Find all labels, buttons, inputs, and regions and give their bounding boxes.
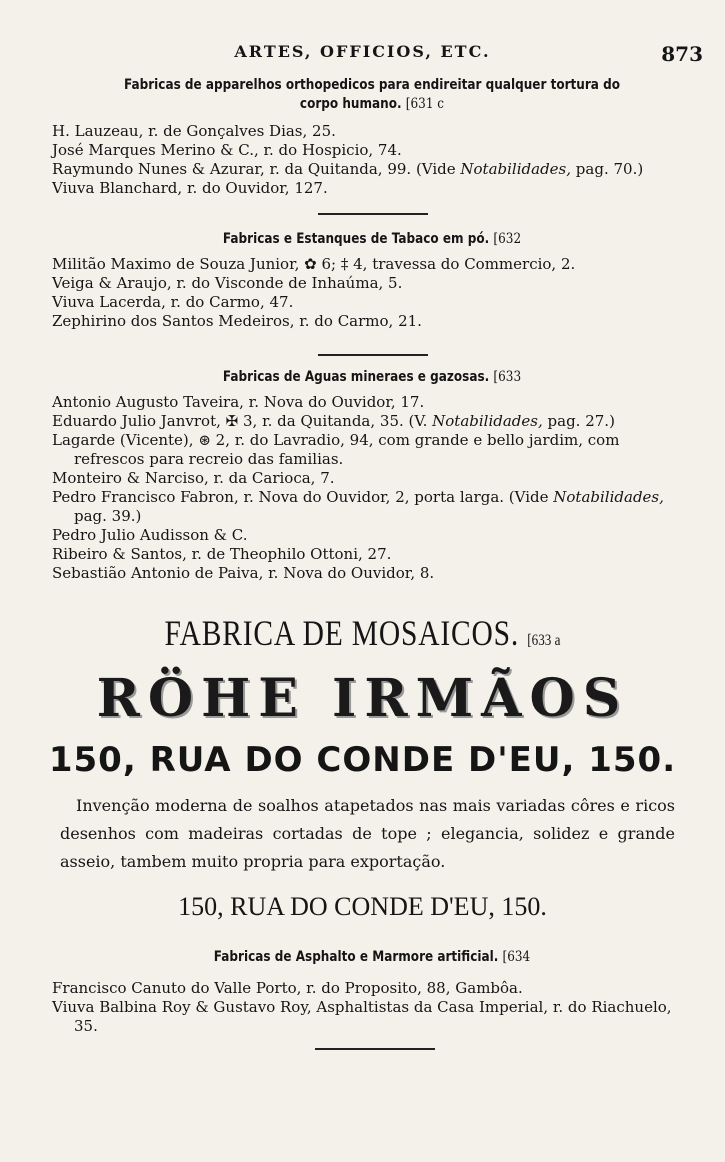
list-item: H. Lauzeau, r. de Gonçalves Dias, 25. xyxy=(52,122,336,140)
section-tobacco xyxy=(52,230,692,331)
section-ref: [632 xyxy=(493,231,522,247)
list-item: Veiga & Araujo, r. do Visconde de Inhaúma, 5. xyxy=(52,274,403,292)
section-ref: [633 xyxy=(493,369,522,385)
section-orthopedic xyxy=(52,76,692,198)
section-ref: [634 xyxy=(502,949,531,965)
list-item: Viuva Balbina Roy & Gustavo Roy, Asphaltistas da Casa Imperial, r. do Riachuelo, 35. xyxy=(52,998,672,1035)
list-item: Raymundo Nunes & Azurar, r. da Quitanda, 99. (Vide Notabilidades, pag. 70.) xyxy=(52,160,644,178)
advert-address: 150, RUA DO CONDE D'EU, 150. xyxy=(48,740,677,780)
list-item: Viuva Lacerda, r. do Carmo, 47. xyxy=(52,293,294,311)
section-asphalt xyxy=(52,948,692,1036)
list-item: Lagarde (Vicente), ⊛ 2, r. do Lavradio, 94, com grande e bello jardim, com refrescos para recreio das familias. xyxy=(52,431,620,468)
running-title: ARTES, OFFICIOS, ETC. xyxy=(234,42,491,61)
section-heading: Fabricas e Estanques de Tabaco em pó. [632 xyxy=(222,231,522,247)
list-item: Ribeiro & Santos, r. de Theophilo Ottoni, 27. xyxy=(52,545,392,563)
list-item: Zephirino dos Santos Medeiros, r. do Carmo, 21. xyxy=(52,312,422,330)
list-item: Militão Maximo de Souza Junior, ✿ 6; ‡ 4, travessa do Commercio, 2. xyxy=(52,255,576,273)
running-header xyxy=(0,42,725,68)
list-item: Viuva Blanchard, r. do Ouvidor, 127. xyxy=(52,179,328,197)
list-item: Francisco Canuto do Valle Porto, r. do Proposito, 88, Gambôa. xyxy=(52,979,523,997)
advert-ref: [633 a xyxy=(527,632,561,649)
list-item: Pedro Julio Audisson & C. xyxy=(52,526,248,544)
section-heading: Fabricas de Aguas mineraes e gazosas. [633 xyxy=(222,369,522,385)
section-ref: [631 c xyxy=(405,96,445,112)
advert-title: FABRICA DE MOSAICOS. [633 a xyxy=(164,613,561,653)
section-mineral-waters xyxy=(52,368,692,583)
divider xyxy=(315,1048,435,1050)
section-heading: Fabricas de apparelhos orthopedicos para endireitar qualquer tortura do corpo humano. [631 c xyxy=(123,77,621,112)
section-heading: Fabricas de Asphalto e Marmore artificial. [634 xyxy=(213,949,531,965)
list-item: Pedro Francisco Fabron, r. Nova do Ouvidor, 2, porta larga. (Vide Notabilidades, pag. 39.) xyxy=(52,488,664,525)
list-item: Antonio Augusto Taveira, r. Nova do Ouvidor, 17. xyxy=(52,393,425,411)
divider xyxy=(318,354,428,356)
list-item: Monteiro & Narciso, r. da Carioca, 7. xyxy=(52,469,335,487)
advert-body: Invenção moderna de soalhos atapetados nas mais variadas côres e ricos desenhos com madeiras cortadas de tope ; elegancia, solidez e grande asseio, tambem muito propria para exportação. xyxy=(60,796,675,871)
list-item: Eduardo Julio Janvrot, ✠ 3, r. da Quitanda, 35. (V. Notabilidades, pag. 27.) xyxy=(52,412,615,430)
advert-footer: 150, RUA DO CONDE D'EU, 150. xyxy=(178,892,547,921)
divider xyxy=(318,213,428,215)
advert-brand: RÖHE IRMÃOS xyxy=(96,668,629,729)
page-number: 873 xyxy=(661,42,703,66)
list-item: Sebastião Antonio de Paiva, r. Nova do Ouvidor, 8. xyxy=(52,564,435,582)
list-item: José Marques Merino & C., r. do Hospicio, 74. xyxy=(52,141,402,159)
